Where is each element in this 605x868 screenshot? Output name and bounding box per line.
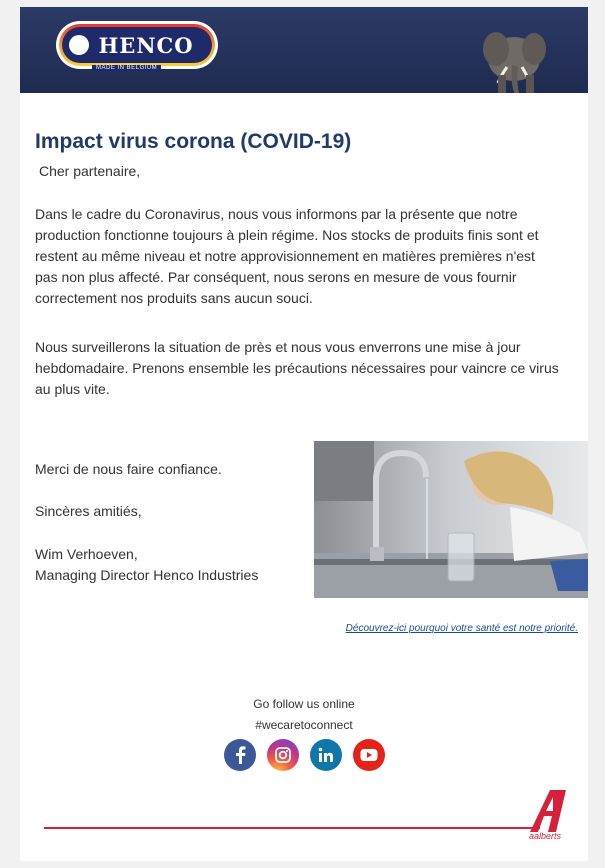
aalberts-logo-icon[interactable] [526, 788, 570, 834]
greeting: Cher partenaire, [39, 163, 141, 179]
health-priority-link[interactable]: Découvrez-ici pourquoi votre santé est notre priorité. [345, 623, 578, 634]
henco-logo[interactable] [56, 21, 218, 69]
aalberts-brand: aalberts [529, 831, 562, 841]
signature-title: Managing Director Henco Industries [35, 567, 259, 583]
regards-text: Sincères amitiés, [35, 503, 142, 519]
signature [35, 544, 258, 586]
follow-title: Go follow us online [253, 697, 355, 711]
logo-tagline: MADE IN BELGIUM [92, 65, 161, 71]
facebook-icon[interactable] [224, 739, 256, 771]
header-banner [20, 7, 588, 93]
logo-text: HENCO [98, 32, 194, 58]
elephant-image [472, 19, 554, 93]
girl-drinking-photo [314, 441, 588, 598]
paragraph-update: Nous surveillerons la situation de près et nous vous enverrons une mise à jour hebdomadaire. Prenons ensemble les précautions nécessaires pour vaincre ce virus au plus vite. [35, 339, 559, 397]
email-body [20, 7, 588, 861]
hashtag: #wecaretoconnect [255, 718, 353, 732]
linkedin-icon[interactable] [310, 739, 342, 771]
social-links [20, 739, 588, 771]
page-title: Impact virus corona (COVID-19) [35, 130, 352, 153]
youtube-icon[interactable] [353, 739, 385, 771]
paragraph-production: Dans le cadre du Coronavirus, nous vous informons par la présente que notre production fonctionne toujours à plein régime. Nos stocks de produits finis sont et restent au même niveau et notre approvisionnement en matières premières n'est pas non plus affecté. Par conséquent, nous serons en mesure de vous fournir correctement nos produits sans aucun souci. [35, 206, 539, 306]
instagram-icon[interactable] [267, 739, 299, 771]
thanks-text: Merci de nous faire confiance. [35, 461, 222, 477]
footer-divider [44, 827, 540, 829]
signature-name: Wim Verhoeven, [35, 546, 138, 562]
